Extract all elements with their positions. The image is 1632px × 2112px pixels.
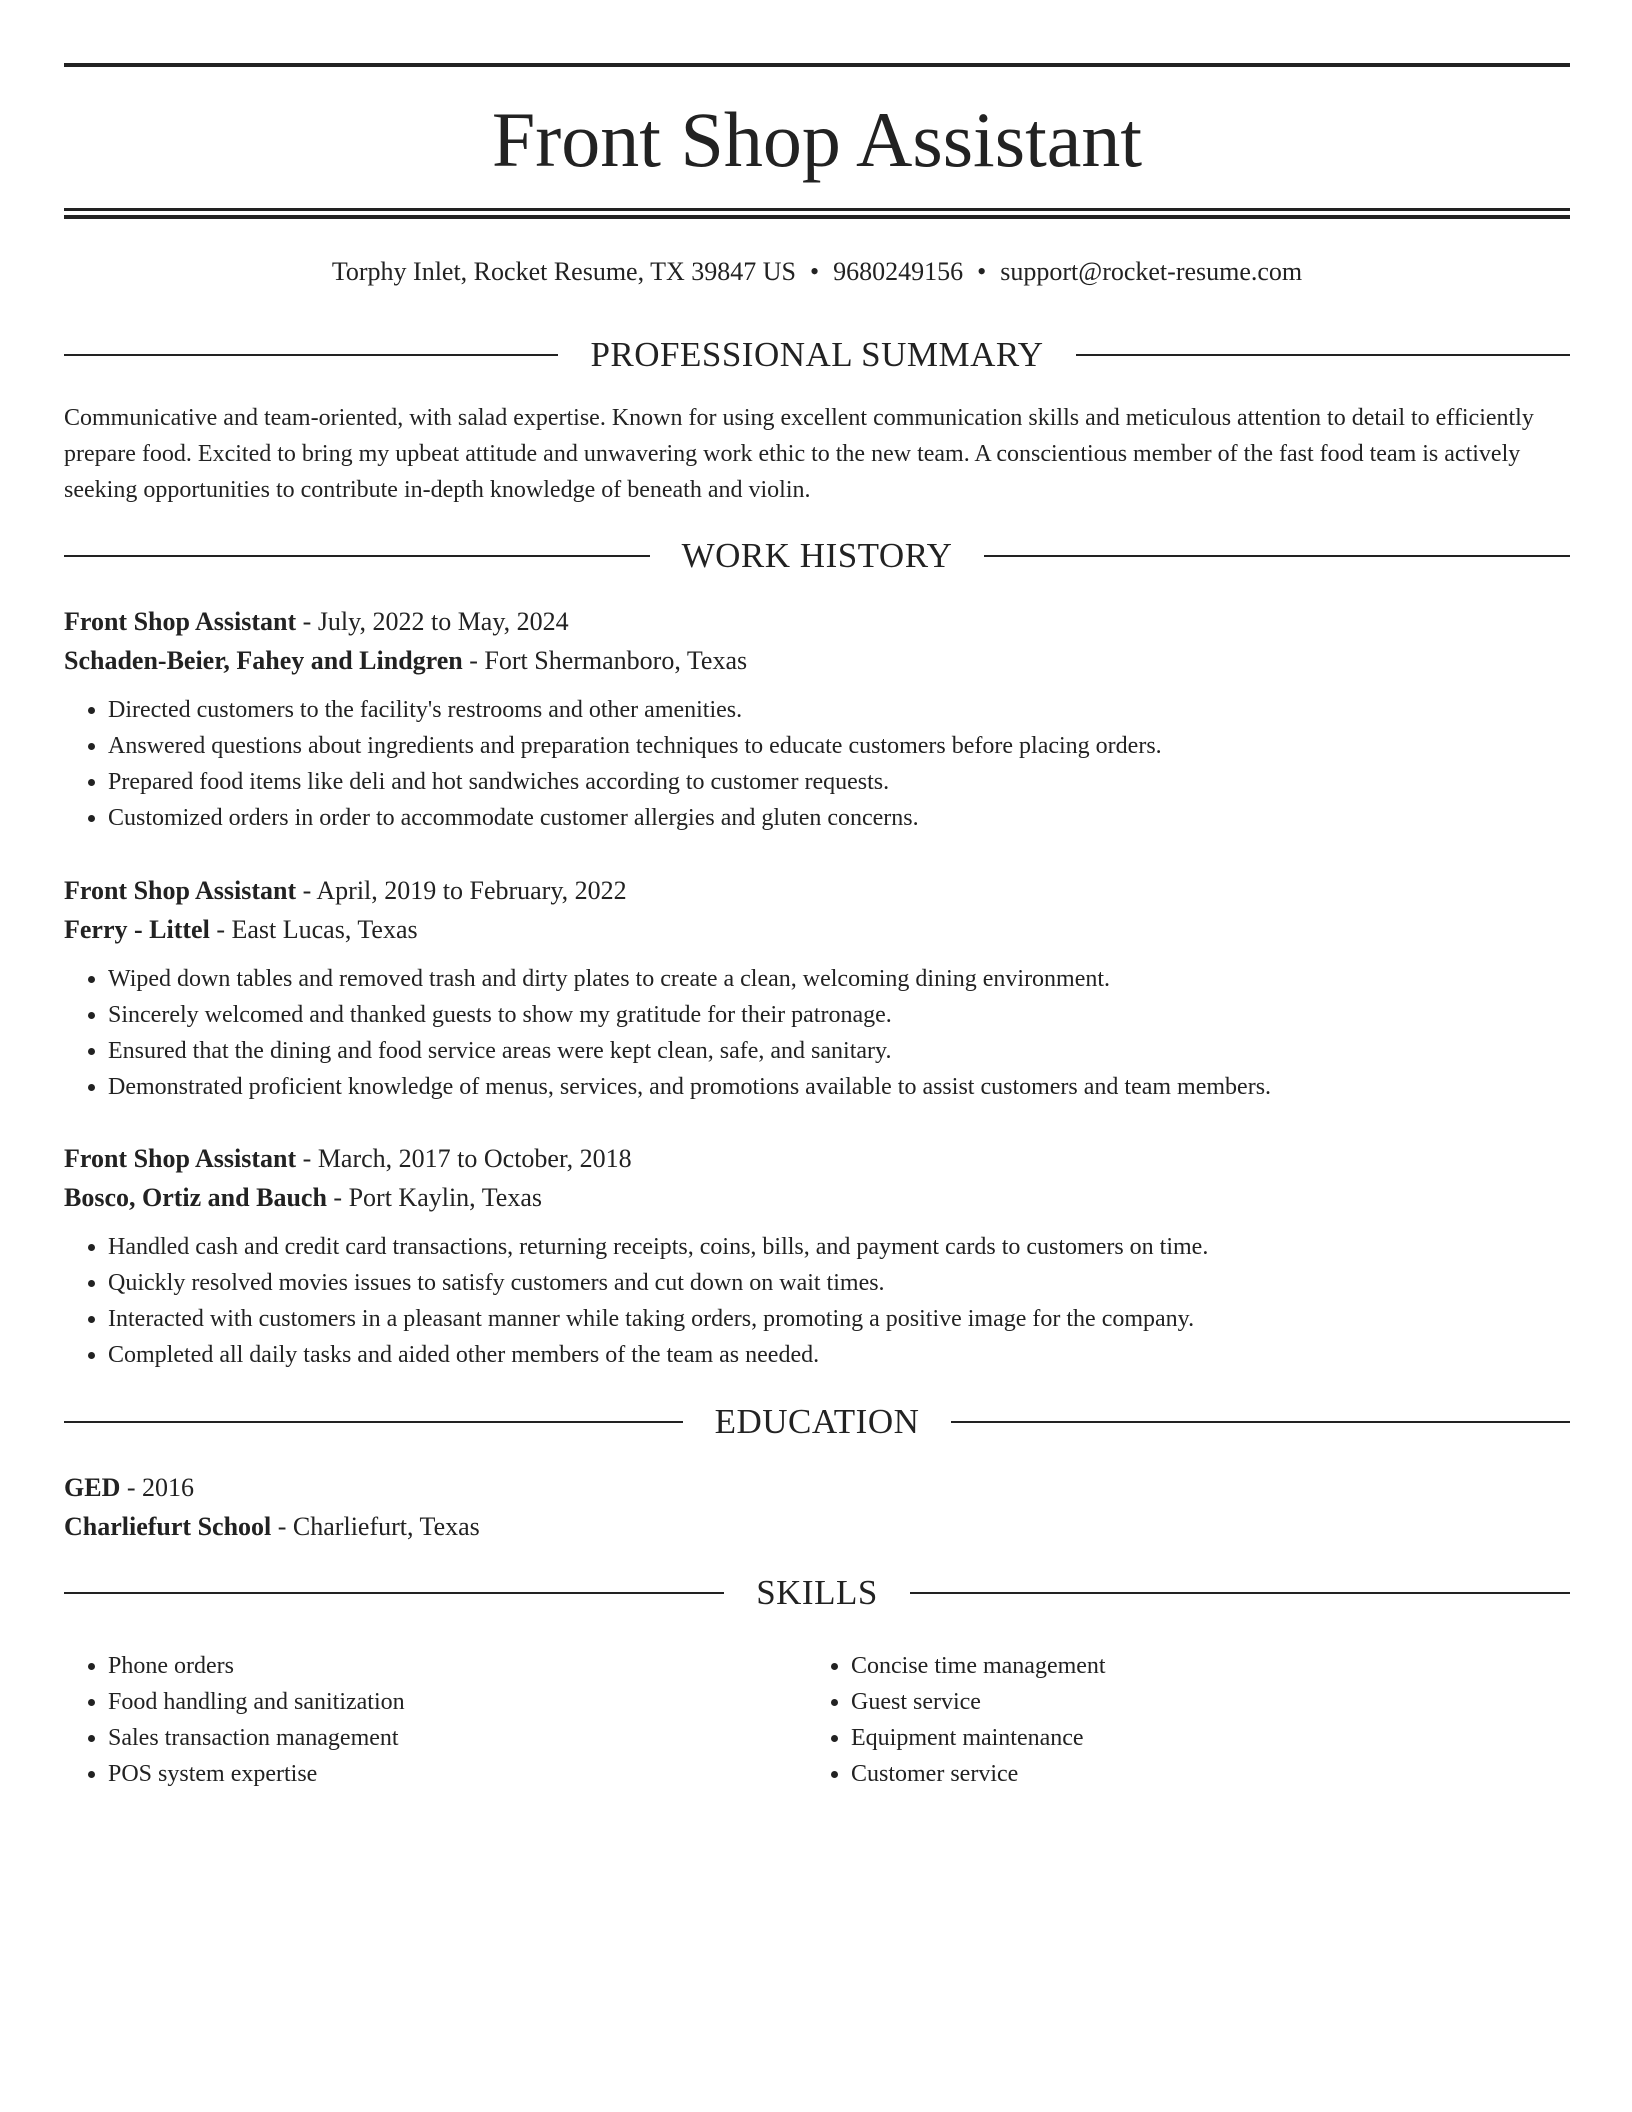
job-company-line — [64, 910, 1570, 949]
job-title-line — [64, 871, 1570, 910]
job-entry-2 — [64, 871, 1570, 1105]
job-bullet: • Quickly resolved movies issues to satisfy customers and cut down on wait times. — [108, 1265, 1570, 1301]
contact-address: Torphy Inlet, Rocket Resume, TX 39847 US — [331, 257, 797, 286]
section-title-skills: SKILLS — [756, 1573, 878, 1612]
education-year: - 2016 — [120, 1473, 195, 1502]
section-rule-right — [951, 1421, 1570, 1423]
section-title-summary: PROFESSIONAL SUMMARY — [590, 335, 1044, 374]
job-bullet: • Directed customers to the facility's restrooms and other amenities. — [108, 692, 1570, 728]
job-dates: - March, 2017 to October, 2018 — [296, 1144, 632, 1173]
section-header-summary — [64, 333, 1570, 377]
skill-item: • POS system expertise — [108, 1756, 807, 1792]
skill-item: • Customer service — [851, 1756, 1550, 1792]
education-school: Charliefurt School — [64, 1512, 272, 1541]
job-title: Front Shop Assistant — [64, 607, 297, 636]
section-title-education: EDUCATION — [714, 1402, 920, 1441]
section-rule-right — [1076, 354, 1570, 356]
section-rule-left — [64, 354, 558, 356]
summary-text: Communicative and team-oriented, with salad expertise. Known for using excellent communication skills and meticulous attention to detail to efficiently prepare food. Excited to bring my upbeat attitude and unwavering work ethic to the new team. A conscientious member of the fast food team is actively seeking opportunities to contribute in-depth knowledge of beneath and violin. — [64, 405, 1534, 503]
job-bullet: • Handled cash and credit card transactions, returning receipts, coins, bills, and payment cards to customers on time. — [108, 1229, 1570, 1265]
job-company: Schaden-Beier, Fahey and Lindgren — [64, 646, 463, 675]
header-top-rule — [64, 63, 1570, 67]
section-title-work: WORK HISTORY — [681, 536, 953, 575]
section-rule-left — [64, 1592, 724, 1594]
job-bullet-list — [64, 1229, 1570, 1373]
job-company-line — [64, 1178, 1570, 1217]
contact-line — [64, 254, 1570, 290]
job-title: Front Shop Assistant — [64, 876, 297, 905]
job-bullet: • Ensured that the dining and food service areas were kept clean, safe, and sanitary. — [108, 1033, 1570, 1069]
job-bullet: • Customized orders in order to accommodate customer allergies and gluten concerns. — [108, 800, 1570, 836]
job-company: Ferry - Littel — [64, 915, 210, 944]
skill-item: • Phone orders — [108, 1648, 807, 1684]
section-header-education — [64, 1400, 1570, 1444]
job-title-line — [64, 1139, 1570, 1178]
skill-item: • Sales transaction management — [108, 1720, 807, 1756]
section-header-skills — [64, 1571, 1570, 1615]
job-company: Bosco, Ortiz and Bauch — [64, 1183, 327, 1212]
contact-phone: 9680249156 — [833, 257, 964, 286]
skills-list-left — [64, 1648, 807, 1792]
job-dates: - April, 2019 to February, 2022 — [296, 876, 627, 905]
header-double-rule — [64, 208, 1570, 219]
section-rule-right — [984, 555, 1570, 557]
section-rule-left — [64, 555, 650, 557]
job-bullet: • Answered questions about ingredients and preparation techniques to educate customers before placing orders. — [108, 728, 1570, 764]
job-bullet: • Wiped down tables and removed trash and dirty plates to create a clean, welcoming dining environment. — [108, 961, 1570, 997]
job-bullet-list — [64, 692, 1570, 836]
job-title-line — [64, 602, 1570, 641]
contact-separator: • — [810, 257, 820, 286]
skills-list-right — [807, 1648, 1550, 1792]
job-bullet: • Completed all daily tasks and aided other members of the team as needed. — [108, 1337, 1570, 1373]
job-entry-1 — [64, 602, 1570, 836]
section-header-work — [64, 534, 1570, 578]
education-location: - Charliefurt, Texas — [271, 1512, 480, 1541]
job-title: Front Shop Assistant — [64, 1144, 297, 1173]
education-degree-line — [64, 1468, 1570, 1507]
job-dates: - July, 2022 to May, 2024 — [296, 607, 569, 636]
education-degree: GED — [64, 1473, 121, 1502]
job-bullet: • Demonstrated proficient knowledge of menus, services, and promotions available to assist customers and team members. — [108, 1069, 1570, 1105]
resume-name: Front Shop Assistant — [491, 96, 1143, 183]
job-location: - Fort Shermanboro, Texas — [462, 646, 748, 675]
skills-grid — [64, 1648, 1570, 1792]
job-bullet: • Interacted with customers in a pleasant manner while taking orders, promoting a positive image for the company. — [108, 1301, 1570, 1337]
education-school-line — [64, 1507, 1570, 1546]
job-entry-3 — [64, 1139, 1570, 1373]
skill-item: • Equipment maintenance — [851, 1720, 1550, 1756]
skill-item: • Guest service — [851, 1684, 1550, 1720]
section-rule-left — [64, 1421, 683, 1423]
job-company-line — [64, 641, 1570, 680]
job-bullet: • Prepared food items like deli and hot sandwiches according to customer requests. — [108, 764, 1570, 800]
job-location: - East Lucas, Texas — [209, 915, 418, 944]
contact-separator: • — [977, 257, 987, 286]
education-entry — [64, 1468, 1570, 1546]
job-bullet-list — [64, 961, 1570, 1105]
skill-item: • Food handling and sanitization — [108, 1684, 807, 1720]
contact-email: support@rocket-resume.com — [1000, 257, 1303, 286]
job-location: - Port Kaylin, Texas — [326, 1183, 542, 1212]
skill-item: • Concise time management — [851, 1648, 1550, 1684]
job-bullet: • Sincerely welcomed and thanked guests to show my gratitude for their patronage. — [108, 997, 1570, 1033]
section-rule-right — [910, 1592, 1570, 1594]
